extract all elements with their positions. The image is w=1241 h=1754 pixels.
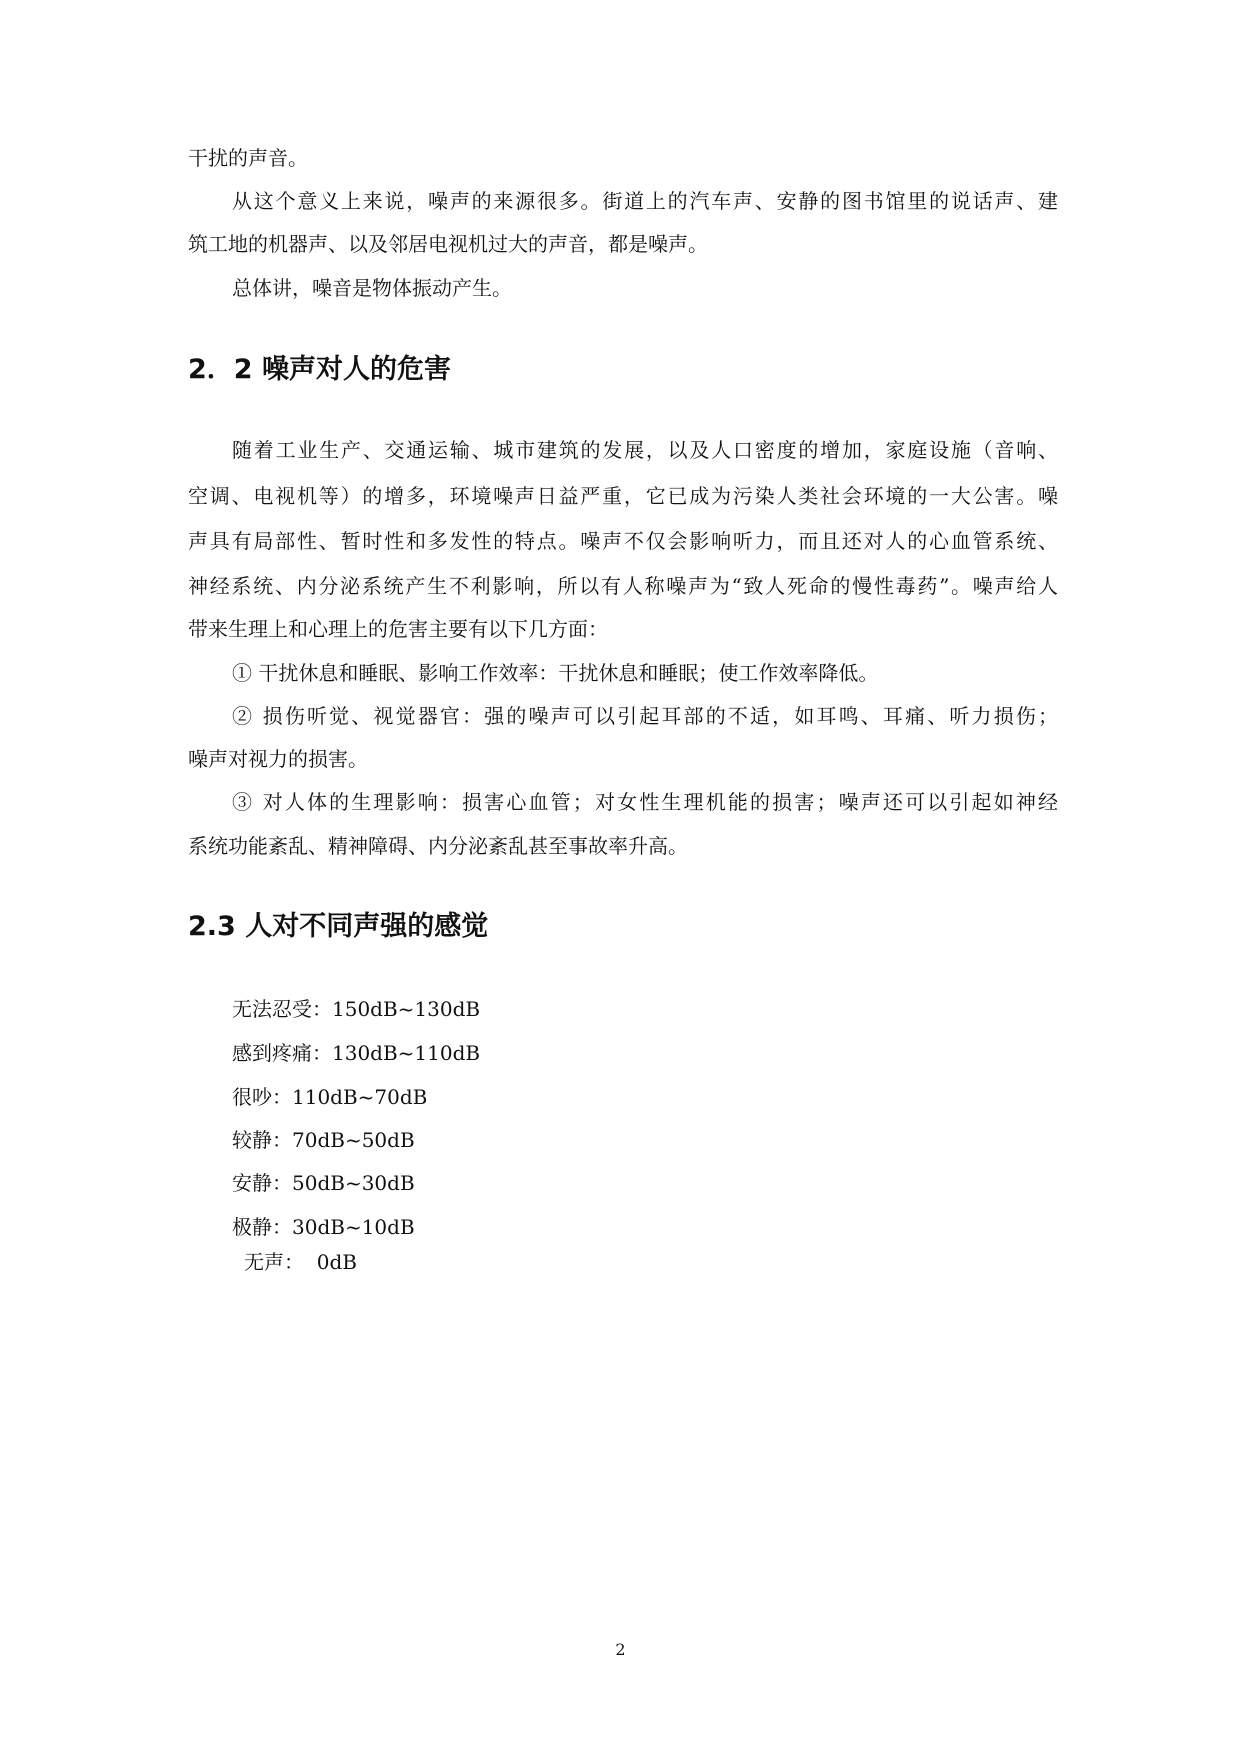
paragraph-noise-origin: 总体讲，噪音是物体振动产生。: [232, 276, 512, 300]
sound-level-item: 很吵：110dB~70dB: [232, 1085, 428, 1109]
paragraph-hazards-line-5: 带来生理上和心理上的危害主要有以下几方面：: [188, 617, 608, 641]
paragraph-hazards-line-2: 空调、电视机等）的增多，环境噪声日益严重，它已成为污染人类社会环境的一大公害。噪: [188, 484, 1058, 508]
sound-level-item: 无声： 0dB: [244, 1250, 357, 1274]
section-heading-2-3: 2.3 人对不同声强的感觉: [188, 911, 489, 942]
paragraph-noise-sources-line-1: 从这个意义上来说，噪声的来源很多。街道上的汽车声、安静的图书馆里的说话声、建: [232, 189, 1058, 213]
sound-level-item: 感到疼痛：130dB~110dB: [232, 1041, 481, 1065]
paragraph-hazards-line-3: 声具有局部性、暂时性和多发性的特点。噪声不仅会影响听力，而且还对人的心血管系统、: [188, 529, 1058, 553]
sound-level-item: 较静：70dB~50dB: [232, 1128, 415, 1152]
sound-level-item: 无法忍受：150dB~130dB: [232, 997, 481, 1021]
paragraph-noise-sources-line-2: 筑工地的机器声、以及邻居电视机过大的声音，都是噪声。: [188, 232, 708, 256]
list-item-2-line-2: 噪声对视力的损害。: [188, 747, 368, 771]
paragraph-hazards-line-1: 随着工业生产、交通运输、城市建筑的发展，以及人口密度的增加，家庭设施（音响、: [232, 438, 1058, 462]
sound-level-item: 安静：50dB~30dB: [232, 1171, 415, 1195]
sound-level-item: 极静：30dB~10dB: [232, 1215, 415, 1239]
list-item-1: ① 干扰休息和睡眠、影响工作效率：干扰休息和睡眠；使工作效率降低。: [232, 661, 879, 685]
page-number: 2: [615, 1640, 626, 1659]
list-item-3-line-2: 系统功能紊乱、精神障碍、内分泌紊乱甚至事故率升高。: [188, 834, 688, 858]
section-heading-2-2: 2．2 噪声对人的危害: [188, 354, 451, 385]
list-item-3-line-1: ③ 对人体的生理影响：损害心血管；对女性生理机能的损害；噪声还可以引起如神经: [232, 790, 1058, 814]
paragraph-continuation: 干扰的声音。: [188, 146, 308, 170]
list-item-2-line-1: ② 损伤听觉、视觉器官：强的噪声可以引起耳部的不适，如耳鸣、耳痛、听力损伤；: [232, 704, 1058, 728]
paragraph-hazards-line-4: 神经系统、内分泌系统产生不利影响，所以有人称噪声为“致人死命的慢性毒药”。噪声给人: [188, 574, 1058, 598]
